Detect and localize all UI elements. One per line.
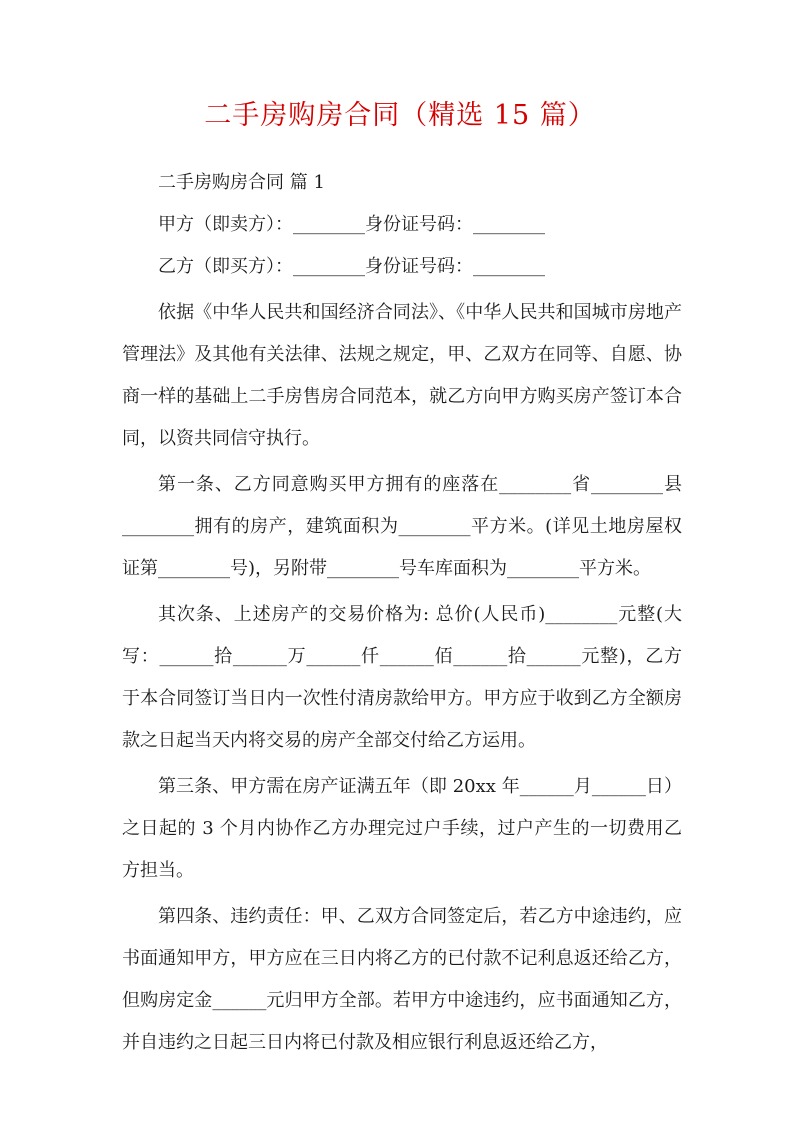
document-body <box>122 162 682 1064</box>
section-heading: 二手房购房合同 篇 1 <box>158 172 325 193</box>
article-3-paragraph: 第三条、甲方需在房产证满五年（即 20xx 年______月______日）之日起的 3 个月内协作乙方办理完过户手续，过户产生的一切费用乙方担当。 <box>122 776 682 881</box>
preamble-paragraph: 依据《中华人民共和国经济合同法》、《中华人民共和国城市房地产管理法》及其他有关法律、法规之规定，甲、乙双方在同等、自愿、协商一样的基础上二手房售房合同范本，就乙方向甲方购买房产签订本合同，以资共同信守执行。 <box>122 302 682 449</box>
article-4-paragraph: 第四条、违约责任：甲、乙双方合同签定后，若乙方中途违约，应书面通知甲方，甲方应在三日内将乙方的已付款不记利息返还给乙方，但购房定金______元归甲方全部。若甲方中途违约，应书面通知乙方，并自违约之日起三日内将已付款及相应银行利息返还给乙方， <box>122 906 682 1053</box>
party-a-line: 甲方（即卖方）：________身份证号码：________ <box>158 214 545 235</box>
document-title: 二手房购房合同（精选 15 篇） <box>204 100 596 131</box>
party-b-line: 乙方（即买方）：________身份证号码：________ <box>158 256 545 277</box>
article-2-paragraph: 其次条、上述房产的交易价格为: 总价(人民币)________元整(大写：______拾______万______仟______佰______拾______元整)，乙方于本合同签订当日内一次性付清房款给甲方。甲方应于收到乙方全额房款之日起当天内将交易的房产全部交付给乙方运用。 <box>122 604 682 751</box>
article-1-paragraph: 第一条、乙方同意购买甲方拥有的座落在________省________县________拥有的房产，建筑面积为________平方米。(详见土地房屋权证第________号)，另附带________号车库面积为________平方米。 <box>122 474 682 579</box>
